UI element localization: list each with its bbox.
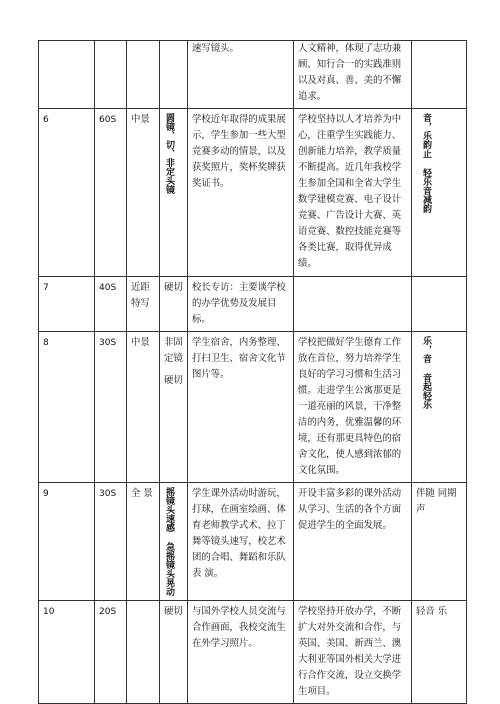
cell-duration: 30S xyxy=(95,483,127,601)
cell-shot xyxy=(127,41,160,109)
cell-no: 9 xyxy=(39,483,95,601)
cell-no: 8 xyxy=(39,332,95,483)
cell-technique xyxy=(160,109,188,277)
cell-shot: 全 景 xyxy=(127,483,160,601)
table-row xyxy=(39,601,467,704)
cell-duration: 60S xyxy=(95,109,127,277)
cell-music xyxy=(412,277,467,332)
vertical-technique-text: 摇镜头速感 急摇镜头晃动 xyxy=(164,487,174,596)
cell-shot xyxy=(127,601,160,704)
table-row xyxy=(39,41,467,109)
cell-music xyxy=(412,332,467,483)
table-row xyxy=(39,483,467,601)
table-row xyxy=(39,109,467,277)
cell-technique: 硬切 xyxy=(160,277,188,332)
cell-visual: 速写镜头。 xyxy=(188,41,294,109)
cell-visual: 学生课外活动时游玩，打球，在画室绘画、体育老师教学式术、拉丁舞等镜头速写，校艺术团的合唱、舞蹈和乐队表 演。 xyxy=(188,483,294,601)
cell-music: 伴随 同期 声 xyxy=(412,483,467,601)
cell-duration: 40S xyxy=(95,277,127,332)
table-row xyxy=(39,332,467,483)
technique-line: 定镜 xyxy=(164,353,183,364)
cell-shot: 中景 xyxy=(127,109,160,277)
storyboard-table xyxy=(38,40,467,704)
cell-music: 轻音 乐 xyxy=(412,601,467,704)
cell-technique xyxy=(160,41,188,109)
cell-visual: 学生宿舍，内务整理、打扫卫生、宿舍文化节图片等。 xyxy=(188,332,294,483)
cell-music xyxy=(412,109,467,277)
cell-duration: 20S xyxy=(95,601,127,704)
cell-technique: 硬切 xyxy=(160,601,188,704)
cell-narration: 学校坚持开放办学，不断扩大对外交流和合作，与英国、美国、新西兰、澳大利亚等国外相关大学进行合作交流，设立交换学生项目。 xyxy=(294,601,412,704)
cell-narration: 学校坚持以人才培养为中心，注重学生实践能力、创新能力培养，教学质量不断提高。近几年我校学生参加全国和全省大学生数学建模竞赛、电子设计竞赛、广告设计大赛、英语竞赛、数控技能竞赛等各类比赛，取得优异成 绩。 xyxy=(294,109,412,277)
cell-no: 7 xyxy=(39,277,95,332)
cell-narration: 学校把做好学生德育工作放在首位，努力培养学生良好的学习习惯和生活习惯。走进学生公寓那更是一道亮丽的风景，干净整洁的内务，优雅温馨的环境，还有那更具特色的宿舍文化，使人感到浓郁的文化氛围。 xyxy=(294,332,412,483)
cell-no xyxy=(39,41,95,109)
cell-visual: 校长专访：主要谈学校的办学优势及发展目标。 xyxy=(188,277,294,332)
cell-no: 6 xyxy=(39,109,95,277)
cell-narration xyxy=(294,277,412,332)
vertical-technique-text: 圆镜、切、非定头镜 xyxy=(164,113,174,194)
technique-line: 非固 xyxy=(164,337,183,348)
cell-narration: 人文精神，体现了志功兼顾、知行合一的实践准则以及对真、善、美的不懈追求。 xyxy=(294,41,412,109)
vertical-music-text: 音，乐韵止 轻乐音减韵 xyxy=(421,113,431,213)
cell-technique xyxy=(160,483,188,601)
vertical-music-text: 乐，音 音起轻乐 xyxy=(421,336,431,409)
cell-visual: 与国外学校人员交流与合作画面，我校交流生在外学习照片。 xyxy=(188,601,294,704)
cell-technique xyxy=(160,332,188,483)
cell-visual: 学校近年取得的成果展示，学生参加一些大型竞赛多动的情景，以及获奖照片，奖杯奖牌获奖证书。 xyxy=(188,109,294,277)
cell-duration: 30S xyxy=(95,332,127,483)
cell-duration xyxy=(95,41,127,109)
technique-line: 硬切 xyxy=(164,375,183,386)
cell-shot: 近距特写 xyxy=(127,277,160,332)
table-row xyxy=(39,277,467,332)
cell-shot: 中景 xyxy=(127,332,160,483)
cell-no: 10 xyxy=(39,601,95,704)
cell-music xyxy=(412,41,467,109)
cell-narration: 开设丰富多彩的课外活动 从学习、生活的各个方面促进学生的全面发展。 xyxy=(294,483,412,601)
